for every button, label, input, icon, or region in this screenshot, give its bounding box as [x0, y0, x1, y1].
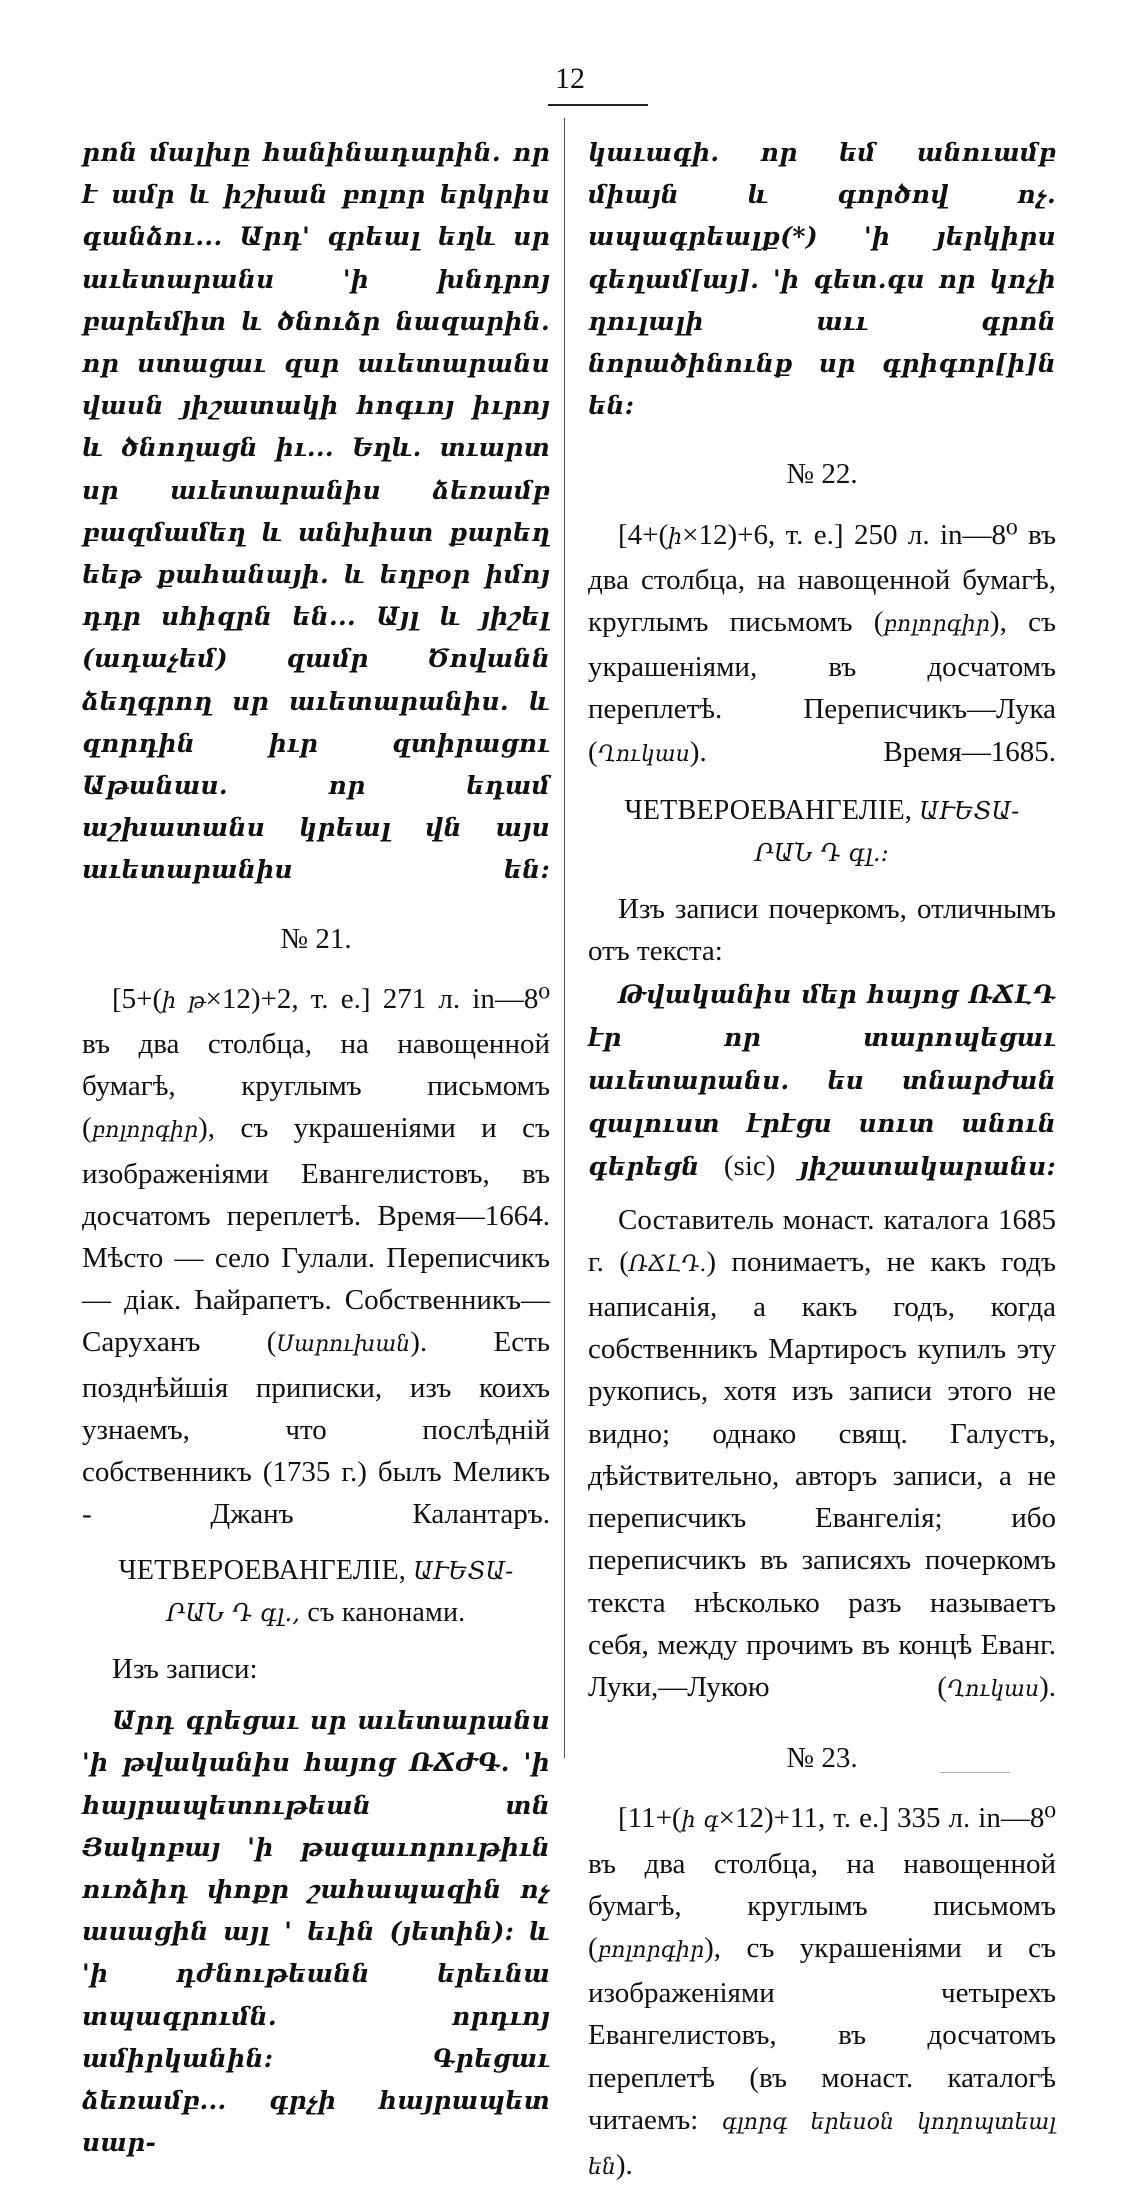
commentary-text: ).	[1039, 1670, 1056, 1703]
entry-21-description	[82, 978, 550, 1536]
sic-note: (sic)	[723, 1150, 776, 1183]
page-number: 12	[555, 62, 585, 95]
heading-armenian: ՐԱՆ Դ գլ.:	[755, 839, 889, 868]
desc-text: ×12)+11, т. е.] 335 л. in—8⁰ въ два столбца, на навощенной бумагѣ, круглымъ письмомъ (	[588, 1802, 1056, 1964]
desc-armenian: գլորգ երեսօն կողոպտեալ են	[588, 2109, 1056, 2180]
armenian-colophon-continued: կաւագի. որ եմ անուամբ միայն և գործով ոչ. ապագրեալք(*) 'ի յերկիրս գեղամ[այ]. 'ի գետ.գս որ կոչի ղուլալի աււ գրոն նորածինունք սր գրիգոր[ի]ն են:	[588, 138, 1056, 421]
entry-22-number: № 22.	[786, 458, 858, 491]
desc-text: ), съ украшеніями, въ досчатомъ переплетѣ. Переписчикъ—Лука (	[588, 606, 1056, 768]
entry-23-description	[588, 1797, 1056, 2189]
record-label: Изъ записи:	[112, 1652, 258, 1685]
column-divider	[564, 118, 565, 1758]
desc-prefix: [5+(	[112, 982, 163, 1015]
desc-text: ), съ украшеніями и съ изображеніями четырехъ Евангелистовъ, въ досчатомъ переплетѣ (въ монаст. каталогѣ читаемъ:	[588, 1931, 1056, 2136]
entry-21-heading	[82, 1550, 550, 1634]
desc-text: ), съ украшеніями и съ изображеніями Евангелистовъ, въ досчатомъ переплетѣ. Время—1664. Мѣсто — село Гулали. Переписчикъ — діак. Һайрапетъ. Собственникъ—Саруханъ (	[82, 1112, 550, 1359]
entry-22-description	[588, 514, 1056, 776]
commentary	[588, 1199, 1056, 1711]
heading-armenian: ՐԱՆ Դ գլ.,	[166, 1598, 301, 1627]
armenian-record-text: Թվականիս մեր հայոց ՌՃԼԴ էր որ տարոպեցաւ աւետարանս. ես տնարժան զալուստ էրէցս սուտ անուն գերեցն	[588, 979, 1056, 1182]
desc-armenian: ի գ	[681, 1808, 719, 1834]
armenian-record: Արդ գրեցաւ սր աւետարանս 'ի թվականիս հայոց ՌՃԺԳ. 'ի հայրապետութեան տն Յակոբայ 'ի թագաւորութիւն ուռձիդ փոքր շահապազին ոչ ասացին այլ ' եւին (յետին): և 'ի դժնութեանն երեւնա տպագրումն. որդւոյ ամիրկանին: Գրեցաւ ձեռամբ... գրչի հայրապետ սար-	[82, 1706, 550, 2158]
desc-armenian: ի	[668, 524, 683, 550]
commentary-armenian: Ղուկաս	[946, 1676, 1040, 1702]
heading-armenian: ԱՒԵՏԱ-	[919, 796, 1020, 825]
heading-subtitle: съ канонами.	[307, 1596, 466, 1628]
entry-23-number: № 23.	[786, 1742, 858, 1775]
right-column	[588, 132, 1056, 2189]
bottom-rule	[940, 1772, 1010, 1773]
desc-text: ). Время—1685.	[689, 735, 1056, 768]
desc-prefix: [11+(	[618, 1802, 682, 1835]
desc-text: ). Есть позднѣйшія приписки, изъ коихъ узнаемъ, что послѣдній собственникъ (1735 г.) былъ Меликъ - Джанъ Калантаръ.	[82, 1326, 550, 1531]
desc-armenian: ի թ	[162, 988, 206, 1014]
desc-armenian: Ղուկաս	[597, 741, 690, 767]
desc-armenian: բոլորգիր	[883, 612, 990, 638]
top-rule	[548, 104, 648, 106]
record-label: Изъ записи почеркомъ, отличнымъ отъ текста:	[588, 893, 1056, 968]
armenian-colophon-continued: րոն մալխը հանինադարին. որ է ամր և իշխան բոլոր երկրիս գանձու... Արդ' գրեալ եղև սր աւետարանս 'ի խնդրոյ բարեմիտ և ծնուձր նազարին. որ ստացաւ զսր աւետարանս վասն յիշատակի հոգւոյ իւրոյ և ծնողացն իւ... Եղև. տւարտ սր աւետարանիս ձեռամբ բազմամեղ և անխիստ քարեղ եեթ քահանայի. և եղբօր իմոյ դդր սհիզրն են... Այլ և յիշել (ադաչեմ) զամր Ծովանն ձեղգրող սր աւետարանիս. և զորդին իւր զտիրացու Աթանաս. որ եդամ աշխատանս կրեալ վն այս աւետարանիս են:	[82, 138, 550, 885]
desc-armenian: Սարուխան	[276, 1332, 411, 1358]
desc-text: ).	[615, 2148, 633, 2181]
heading-title: ЧЕТВЕРОЕВАНГЕЛІЕ,	[118, 1554, 406, 1586]
commentary-armenian: ՌՃԼԴ.	[628, 1251, 707, 1277]
commentary-text: Составитель монаст. каталога 1685 г. (	[588, 1203, 1056, 1278]
desc-prefix: [4+(	[618, 518, 669, 551]
desc-text: ×12)+6, т. е.] 250 л. in—8⁰ въ два столбца, на навощенной бумагѣ, круглымъ письмомъ (	[588, 518, 1056, 639]
desc-armenian: բոլորգիր	[597, 1937, 705, 1963]
commentary-text: ) понимаетъ, не какъ годъ написанія, а какъ годъ, когда собственникъ Мартиросъ купилъ эту рукопись, хотя изъ записи этого не видно; однако свящ. Галустъ, дѣйствительно, авторъ записи, а не переписчикъ Евангелія; ибо переписчикъ въ записяхъ почеркомъ текста нѣсколько разъ называетъ себя, между прочимъ въ концѣ Еванг. Луки,—Лукою (	[588, 1245, 1057, 1703]
desc-armenian: բոլորգիր	[91, 1118, 199, 1144]
heading-armenian: ԱՒԵՏԱ-	[413, 1556, 514, 1585]
left-column	[82, 132, 550, 2164]
armenian-record	[588, 973, 1056, 1189]
desc-text: ×12)+2, т. е.] 271 л. in—8⁰ въ два столбца, на навощенной бумагѣ, круглымъ письмомъ (	[82, 982, 550, 1145]
armenian-record-text: յիշատակարանս:	[799, 1152, 1056, 1182]
entry-21-number: № 21.	[280, 922, 352, 955]
entry-22-heading	[588, 790, 1056, 874]
heading-title: ЧЕТВЕРОЕВАНГЕЛІЕ,	[624, 794, 912, 826]
